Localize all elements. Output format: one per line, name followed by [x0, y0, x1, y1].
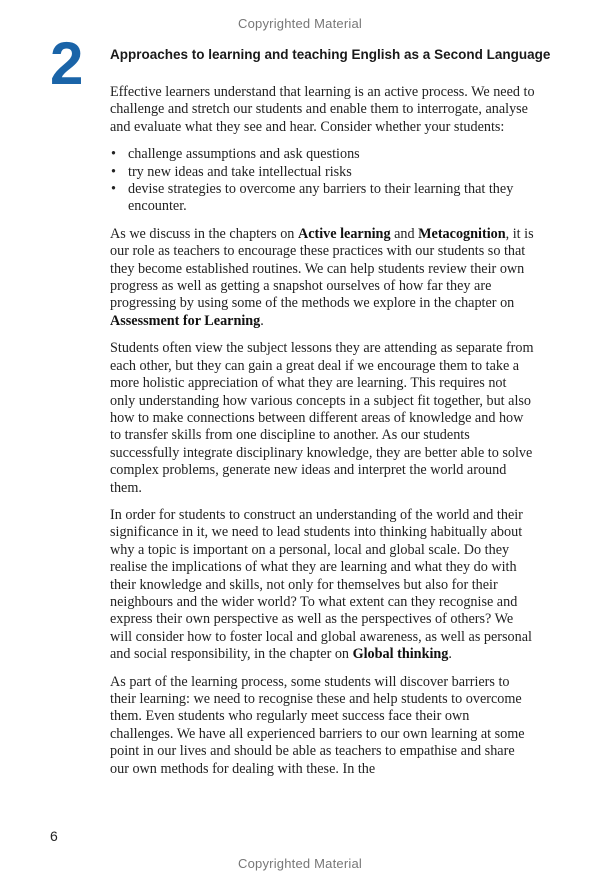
copyright-watermark-bottom: Copyrighted Material: [238, 856, 362, 871]
intro-paragraph: Effective learners understand that learning is an active process. We need to challenge and stretch our students and enable them to interrogate, analyse and evaluate what they see and hear. Consider whether your students:: [110, 84, 535, 135]
list-item: • devise strategies to overcome any barriers to their learning that they encounter.: [111, 181, 514, 215]
chapter-number: 2: [50, 30, 84, 97]
bullet-icon: •: [111, 146, 116, 163]
paragraph-holistic: Students often view the subject lessons they are attending as separate from each other, but they can gain a great deal if we encourage them to take a more holistic appreciation of what they are learning. This requires not only understanding how various concepts in a subject fit together, but also how to make connections between different areas of knowledge and how to transfer skills from one discipline to another. As our students successfully integrate disciplinary knowledge, they are better able to solve complex problems, generate new ideas and interpret the world around them.: [110, 340, 534, 496]
bullet-icon: •: [111, 181, 116, 198]
list-item: • try new ideas and take intellectual risks: [111, 163, 352, 180]
bullet-icon: •: [111, 163, 116, 180]
chapter-reference-assessment: Assessment for Learning: [110, 312, 261, 329]
body-text: [110, 84, 535, 788]
paragraph-barriers: As part of the learning process, some students will discover barriers to their learning: we need to recognise these and help students to overcome them. Even students who regularly meet success face their own challenges. We have all experienced barriers to our own learning at some point in our lives and should be able as teachers to empathise and share our own methods for dealing with these. In the: [110, 673, 525, 777]
chapter-reference-metacognition: Metacognition: [418, 225, 506, 242]
copyright-watermark-top: Copyrighted Material: [238, 16, 362, 31]
chapter-title: Approaches to learning and teaching English as a Second Language: [110, 47, 551, 62]
chapter-reference-global-thinking: Global thinking: [352, 646, 449, 663]
chapter-reference-active-learning: Active learning: [297, 225, 391, 242]
paragraph-active-learning: As we discuss in the chapters on Active learning and Metacognition, it is our role as teachers to encourage these practices with our students so that they become established routines. We can help students review their own progress as well as getting a snapshot ourselves of how far they are progressing by using some of the methods we explore in the chapter on Assessment for Learning.: [110, 225, 534, 329]
paragraph-global: In order for students to construct an understanding of the world and their significance in it, we need to lead students into thinking habitually about why a topic is important on a personal, local and global scale. Do they realise the implications of what they are learning and what they do with their knowledge and skills, not only for themselves but also for their neighbours and the wider world? To what extent can they recognise and express their own perspective as well as the perspectives of others? We will consider how to foster local and global awareness, as well as personal and social responsibility, in the chapter on Global thinking.: [110, 506, 532, 663]
page-number: 6: [50, 828, 58, 844]
list-item: • challenge assumptions and ask questions: [111, 146, 360, 163]
bullet-list: [110, 146, 535, 216]
